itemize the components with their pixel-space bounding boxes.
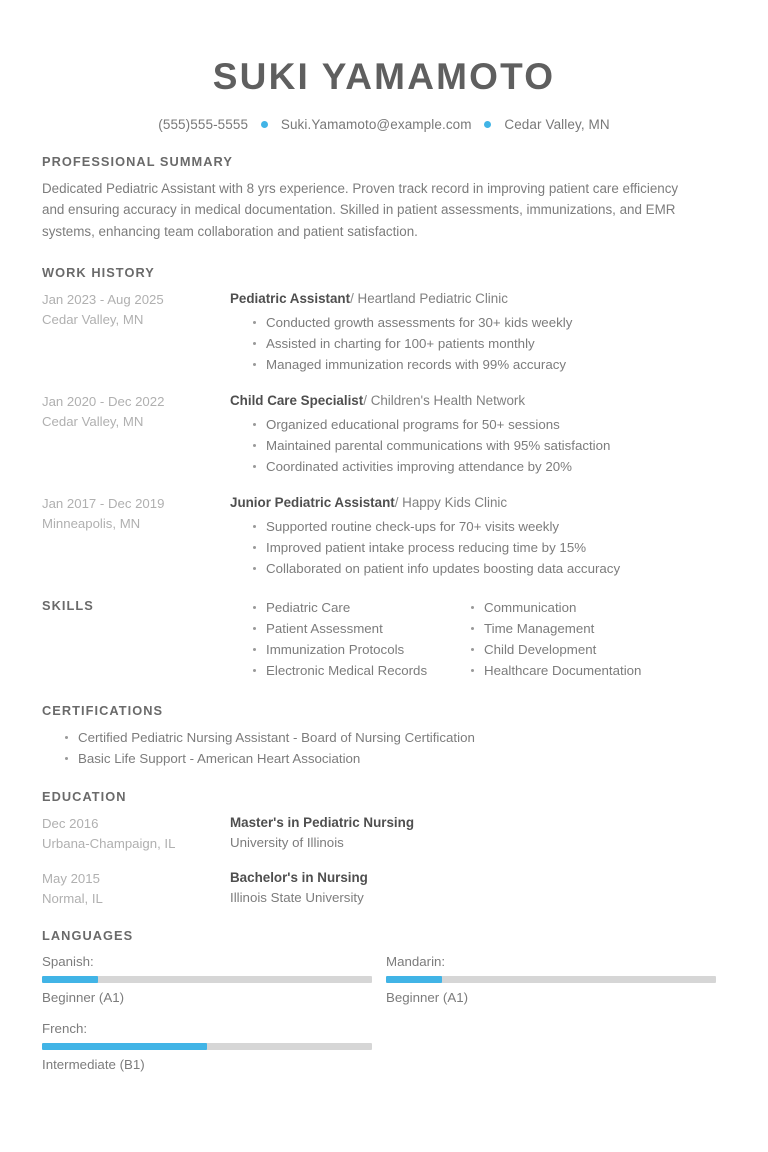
contact-location: Cedar Valley, MN xyxy=(504,116,610,132)
section-heading-certifications: CERTIFICATIONS xyxy=(42,702,164,718)
work-entry-separator: / xyxy=(363,392,367,408)
education-entry xyxy=(42,868,726,910)
work-entry-bullet: Maintained parental communications with 95% satisfaction xyxy=(252,435,726,456)
resume-header xyxy=(42,56,726,132)
skills-row xyxy=(42,597,726,681)
work-entry-bullets xyxy=(230,312,726,375)
contact-separator-dot-icon xyxy=(261,121,268,128)
language-name: Spanish: xyxy=(42,953,94,969)
certification-item: Basic Life Support - American Heart Association xyxy=(64,748,726,769)
skill-item: Pediatric Care xyxy=(252,597,470,618)
work-entry-details xyxy=(230,289,726,375)
work-entry-bullet: Conducted growth assessments for 30+ kids weekly xyxy=(252,312,726,333)
certifications-list xyxy=(42,727,726,769)
section-heading-languages: LANGUAGES xyxy=(42,927,134,943)
education-entry-location: Urbana-Champaign, IL xyxy=(42,836,176,852)
language-proficiency-fill xyxy=(386,976,442,983)
work-entry-dates: Jan 2023 - Aug 2025 xyxy=(42,291,164,307)
contact-separator-dot-icon xyxy=(484,121,491,128)
work-entry-company: Children's Health Network xyxy=(370,392,526,408)
section-professional-summary xyxy=(42,154,726,243)
language-proficiency-fill xyxy=(42,976,98,983)
professional-summary-text: Dedicated Pediatric Assistant with 8 yrs experience. Proven track record in improving patient care efficiency and ensuring accuracy in medical documentation. Skilled in patient assessments, immunizations, and EMR systems, enhancing team collaboration and patient satisfaction. xyxy=(42,180,679,239)
education-entry-meta xyxy=(42,868,230,910)
work-entry-separator: / xyxy=(350,290,354,306)
section-languages xyxy=(42,928,726,1086)
work-entry-bullet: Assisted in charting for 100+ patients monthly xyxy=(252,333,726,354)
work-entry-title-line xyxy=(230,493,726,513)
work-history-entry xyxy=(42,289,726,375)
work-entry-dates: Jan 2020 - Dec 2022 xyxy=(42,393,165,409)
work-entry-location: Minneapolis, MN xyxy=(42,516,141,532)
work-entry-title: Child Care Specialist xyxy=(230,392,364,408)
work-entry-company: Happy Kids Clinic xyxy=(402,494,508,510)
work-entry-meta xyxy=(42,289,230,331)
language-proficiency-track xyxy=(42,976,372,983)
language-name: French: xyxy=(42,1020,88,1036)
work-entry-meta xyxy=(42,391,230,433)
section-work-history xyxy=(42,265,726,579)
skill-item: Time Management xyxy=(470,618,726,639)
skill-item: Electronic Medical Records xyxy=(252,660,470,681)
education-school: University of Illinois xyxy=(230,835,344,851)
language-item xyxy=(42,1019,372,1075)
work-entry-title-line xyxy=(230,289,726,309)
work-entry-bullet: Managed immunization records with 99% accuracy xyxy=(252,354,726,375)
work-entry-bullets xyxy=(230,414,726,477)
education-entry-date: Dec 2016 xyxy=(42,815,99,831)
section-education xyxy=(42,789,726,910)
work-entry-bullet: Collaborated on patient info updates boosting data accuracy xyxy=(252,558,726,579)
work-entry-dates: Jan 2017 - Dec 2019 xyxy=(42,495,165,511)
section-heading-professional-summary: PROFESSIONAL SUMMARY xyxy=(42,153,233,169)
work-entry-location: Cedar Valley, MN xyxy=(42,312,144,328)
education-entry-details xyxy=(230,813,726,853)
section-heading-education: EDUCATION xyxy=(42,788,127,804)
work-history-entry xyxy=(42,391,726,477)
skills-column-2 xyxy=(470,597,726,681)
work-entry-bullet: Improved patient intake process reducing time by 15% xyxy=(252,537,726,558)
candidate-name: SUKI YAMAMOTO xyxy=(212,56,556,97)
contact-line xyxy=(42,117,726,132)
education-school: Illinois State University xyxy=(230,890,364,905)
section-skills xyxy=(42,597,726,681)
work-entry-title: Junior Pediatric Assistant xyxy=(230,494,395,510)
language-name: Mandarin: xyxy=(386,953,446,969)
education-entry-location: Normal, IL xyxy=(42,891,103,907)
education-degree: Bachelor's in Nursing xyxy=(230,869,368,885)
language-proficiency-fill xyxy=(42,1043,207,1050)
contact-email: Suki.Yamamoto@example.com xyxy=(280,116,472,132)
language-proficiency-track xyxy=(42,1043,372,1050)
language-level: Intermediate (B1) xyxy=(42,1056,145,1072)
education-degree: Master's in Pediatric Nursing xyxy=(230,814,415,830)
education-entry xyxy=(42,813,726,855)
contact-phone: (555)555-5555 xyxy=(158,116,249,132)
education-entry-meta xyxy=(42,813,230,855)
work-entry-title-line xyxy=(230,391,726,411)
skill-item: Child Development xyxy=(470,639,726,660)
section-heading-work-history: WORK HISTORY xyxy=(42,264,155,280)
language-level: Beginner (A1) xyxy=(386,989,469,1005)
work-entry-bullet: Coordinated activities improving attendance by 20% xyxy=(252,456,726,477)
skill-item: Immunization Protocols xyxy=(252,639,470,660)
work-entry-bullet: Organized educational programs for 50+ sessions xyxy=(252,414,726,435)
education-entry-date: May 2015 xyxy=(42,870,100,886)
skill-item: Patient Assessment xyxy=(252,618,470,639)
skills-column-1 xyxy=(230,597,470,681)
section-certifications xyxy=(42,703,726,769)
skills-list xyxy=(230,597,470,681)
education-entry-details xyxy=(230,868,726,908)
language-item xyxy=(42,952,372,1008)
work-entry-company: Heartland Pediatric Clinic xyxy=(357,290,508,306)
work-entry-location: Cedar Valley, MN xyxy=(42,414,144,430)
language-proficiency-track xyxy=(386,976,716,983)
work-entry-meta xyxy=(42,493,230,535)
work-entry-details xyxy=(230,391,726,477)
work-entry-details xyxy=(230,493,726,579)
work-history-entry xyxy=(42,493,726,579)
work-entry-bullets xyxy=(230,516,726,579)
work-entry-title: Pediatric Assistant xyxy=(230,290,351,306)
skills-list xyxy=(470,597,726,681)
language-item xyxy=(386,952,716,1008)
work-entry-separator: / xyxy=(394,494,399,510)
skill-item: Communication xyxy=(470,597,726,618)
certification-item: Certified Pediatric Nursing Assistant - Board of Nursing Certification xyxy=(64,727,726,748)
work-entry-bullet: Supported routine check-ups for 70+ visits weekly xyxy=(252,516,726,537)
skill-item: Healthcare Documentation xyxy=(470,660,726,681)
section-heading-skills: SKILLS xyxy=(42,597,94,613)
language-level: Beginner (A1) xyxy=(42,989,125,1005)
languages-grid xyxy=(42,952,726,1086)
skills-columns xyxy=(230,597,726,681)
